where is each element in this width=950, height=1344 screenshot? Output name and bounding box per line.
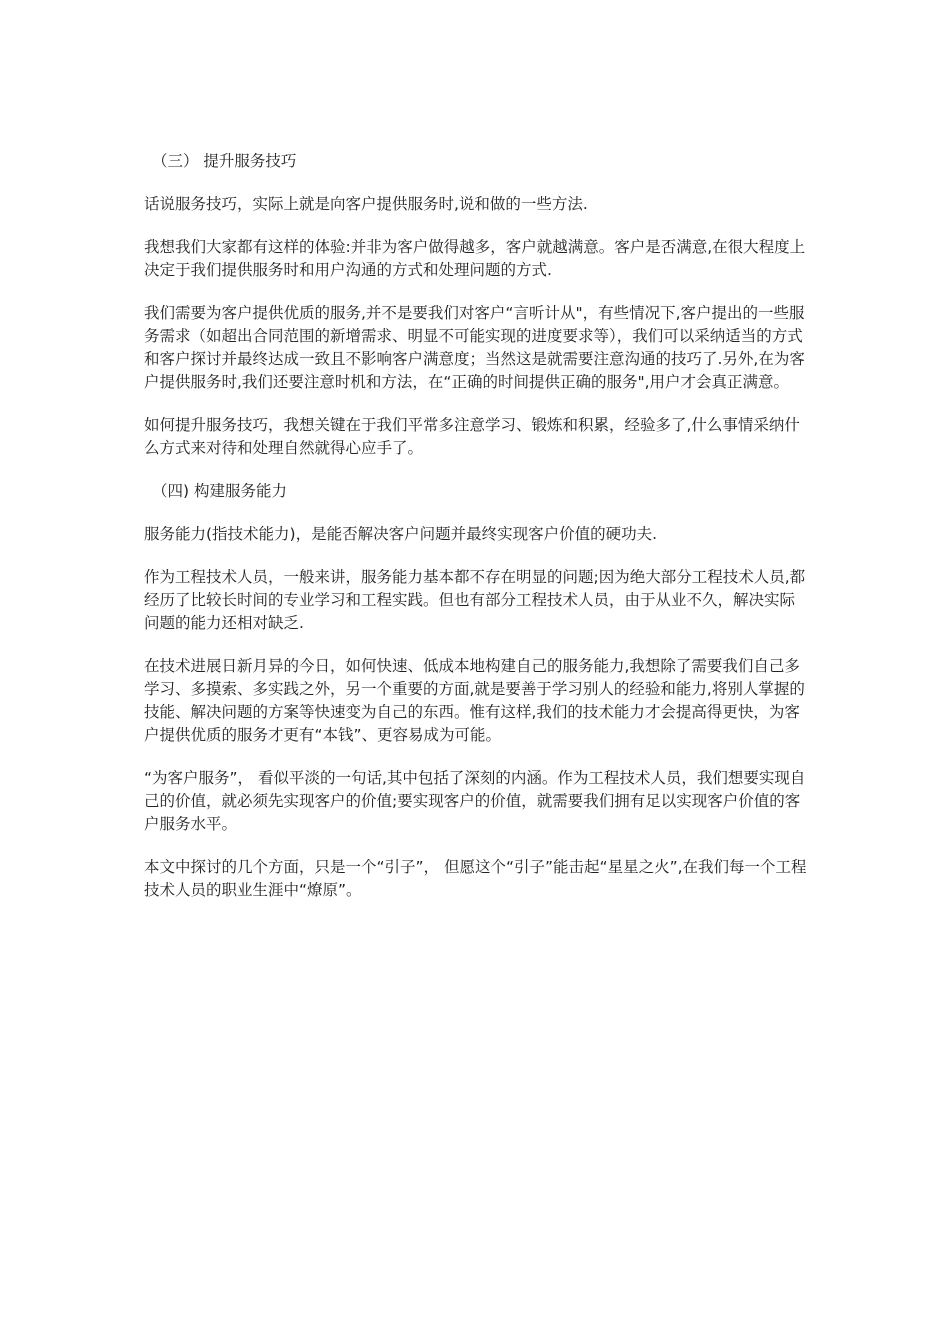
section-heading-4: （四) 构建服务能力: [152, 482, 287, 500]
paragraph: 如何提升服务技巧，我想关键在于我们平常多注意学习、锻炼和积累，经验多了,什么事情采纳什么方式来对待和处理自然就得心应手了。: [144, 416, 800, 457]
paragraph: 我想我们大家都有这样的体验:并非为客户做得越多，客户就越满意。客户是否满意,在很大程度上决定于我们提供服务时和用户沟通的方式和处理问题的方式.: [144, 238, 806, 279]
paragraph: “为客户服务”， 看似平淡的一句话,其中包括了深刻的内涵。作为工程技术人员，我们想要实现自己的价值，就必须先实现客户的价值;要实现客户的价值，就需要我们拥有足以实现客户价值的客户服务水平。: [144, 769, 806, 833]
paragraph: 话说服务技巧，实际上就是向客户提供服务时,说和做的一些方法.: [144, 195, 588, 213]
paragraph: 作为工程技术人员，一般来讲，服务能力基本都不存在明显的问题;因为绝大部分工程技术人员,都经历了比较长时间的专业学习和工程实践。但也有部分工程技术人员，由于从业不久，解决实际问题的能力还相对缺乏.: [144, 568, 806, 632]
paragraph: 本文中探讨的几个方面，只是一个“引子”， 但愿这个“引子”能击起“星星之火”,在我们每一个工程技术人员的职业生涯中“燎原”。: [144, 858, 807, 899]
paragraph: 在技术进展日新月异的今日，如何快速、低成本地构建自己的服务能力,我想除了需要我们自己多学习、多摸索、多实践之外，另一个重要的方面,就是要善于学习别人的经验和能力,将别人掌握的技能、解决问题的方案等快速变为自己的东西。惟有这样,我们的技术能力才会提高得更快，为客户提供优质的服务才更有“本钱”、更容易成为可能。: [144, 657, 805, 744]
paragraph: 服务能力(指技术能力)，是能否解决客户问题并最终实现客户价值的硬功夫.: [144, 525, 658, 543]
paragraph: 我们需要为客户提供优质的服务,并不是要我们对客户“言听计从"，有些情况下,客户提出的一些服务需求（如超出合同范围的新增需求、明显不可能实现的进度要求等），我们可以采纳适当的方式和客户探讨并最终达成一致且不影响客户满意度；当然这是就需要注意沟通的技巧了.另外,在为客户提供服务时,我们还要注意时机和方法，在“正确的时间提供正确的服务",用户才会真正满意。: [144, 304, 805, 391]
document-body: [144, 150, 810, 922]
section-heading-3: （三） 提升服务技巧: [152, 152, 297, 170]
